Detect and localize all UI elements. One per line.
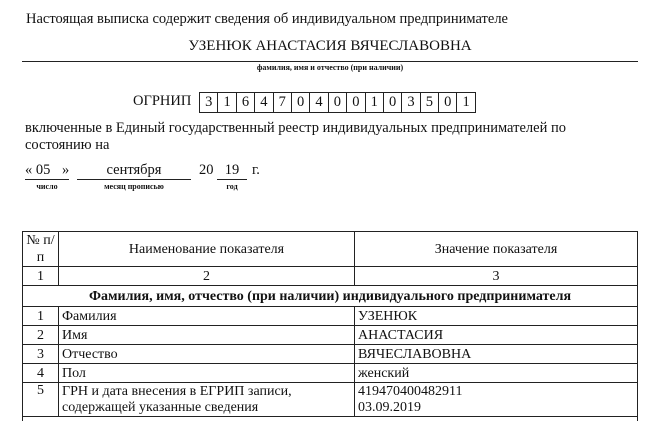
header-number: № п/п bbox=[23, 232, 59, 267]
ogrnip-digit-boxes bbox=[199, 92, 476, 113]
column-number: 3 bbox=[355, 267, 638, 286]
included-text-line: включенные в Единый государственный реестр индивидуальных предпринимателей по bbox=[25, 120, 566, 136]
column-number: 1 bbox=[23, 267, 59, 286]
ogrnip-digit: 4 bbox=[310, 93, 328, 112]
ogrnip-digit: 1 bbox=[366, 93, 384, 112]
ogrnip-digit: 1 bbox=[462, 94, 470, 110]
year-caption: год bbox=[226, 182, 238, 191]
name-underline bbox=[22, 61, 638, 62]
table-row bbox=[23, 326, 638, 345]
row-name bbox=[59, 383, 355, 417]
table-row bbox=[23, 383, 638, 417]
row-name: Отчество bbox=[59, 345, 355, 364]
intro-text: Настоящая выписка содержит сведения об индивидуальном предпринимателе bbox=[26, 11, 508, 27]
entrepreneur-name: УЗЕНЮК АНАСТАСИЯ ВЯЧЕСЛАВОВНА bbox=[188, 38, 472, 54]
date-day bbox=[25, 162, 69, 180]
ogrnip-digit: 7 bbox=[274, 93, 292, 112]
open-quote: « bbox=[25, 162, 33, 178]
ogrnip-digit: 0 bbox=[384, 93, 402, 112]
day-value: 05 bbox=[35, 162, 51, 178]
ogrnip-digit: 6 bbox=[237, 93, 255, 112]
extract-table bbox=[22, 231, 638, 421]
row-value: АНАСТАСИЯ bbox=[355, 326, 638, 345]
row-number: 1 bbox=[23, 307, 59, 326]
date-year-suffix: г. bbox=[252, 162, 260, 178]
table-header-row bbox=[23, 232, 638, 267]
month-caption: месяц прописью bbox=[104, 182, 164, 191]
ogrnip-label: ОГРНИП bbox=[133, 93, 192, 109]
row-name-line: содержащей указанные сведения bbox=[62, 399, 259, 415]
row-name-line: ГРН и дата внесения в ЕГРИП записи, bbox=[62, 383, 292, 399]
row-number: 3 bbox=[23, 345, 59, 364]
date-month: сентября bbox=[77, 162, 191, 180]
grn-value: 419470400482911 bbox=[358, 383, 463, 399]
ogrnip-digit: 3 bbox=[402, 93, 420, 112]
column-number: 2 bbox=[59, 267, 355, 286]
section-row bbox=[23, 286, 638, 307]
section-title: Фамилия, имя, отчество (при наличии) индивидуального предпринимателя bbox=[23, 286, 638, 307]
ogrnip-digit: 1 bbox=[218, 93, 236, 112]
row-name: Имя bbox=[59, 326, 355, 345]
row-name: Фамилия bbox=[59, 307, 355, 326]
column-number-row bbox=[23, 267, 638, 286]
row-number: 4 bbox=[23, 364, 59, 383]
day-caption: число bbox=[36, 182, 58, 191]
ogrnip-digit: 3 bbox=[200, 93, 218, 112]
next-section-row bbox=[23, 417, 638, 421]
row-number: 2 bbox=[23, 326, 59, 345]
ogrnip-digit: 0 bbox=[347, 93, 365, 112]
row-number: 5 bbox=[23, 383, 59, 417]
ogrnip-digit: 0 bbox=[439, 93, 457, 112]
row-value: женский bbox=[355, 364, 638, 383]
ogrnip-digit: 5 bbox=[421, 93, 439, 112]
date-century: 20 bbox=[199, 162, 214, 178]
table-row bbox=[23, 364, 638, 383]
ogrnip-digit: 0 bbox=[292, 93, 310, 112]
header-name: Наименование показателя bbox=[59, 232, 355, 267]
row-value: УЗЕНЮК bbox=[355, 307, 638, 326]
table-row bbox=[23, 345, 638, 364]
ogrnip-digit: 0 bbox=[329, 93, 347, 112]
ogrnip-digit: 4 bbox=[255, 93, 273, 112]
row-name: Пол bbox=[59, 364, 355, 383]
included-text bbox=[25, 120, 566, 154]
header-value: Значение показателя bbox=[355, 232, 638, 267]
row-value: ВЯЧЕСЛАВОВНА bbox=[355, 345, 638, 364]
included-text-line: состоянию на bbox=[25, 137, 110, 153]
next-section-cell bbox=[23, 417, 638, 421]
close-quote: » bbox=[62, 162, 70, 178]
table-row bbox=[23, 307, 638, 326]
name-caption: фамилия, имя и отчество (при наличии) bbox=[256, 63, 404, 72]
record-date: 03.09.2019 bbox=[358, 399, 421, 415]
row-value bbox=[355, 383, 638, 417]
date-year: 19 bbox=[217, 162, 247, 180]
